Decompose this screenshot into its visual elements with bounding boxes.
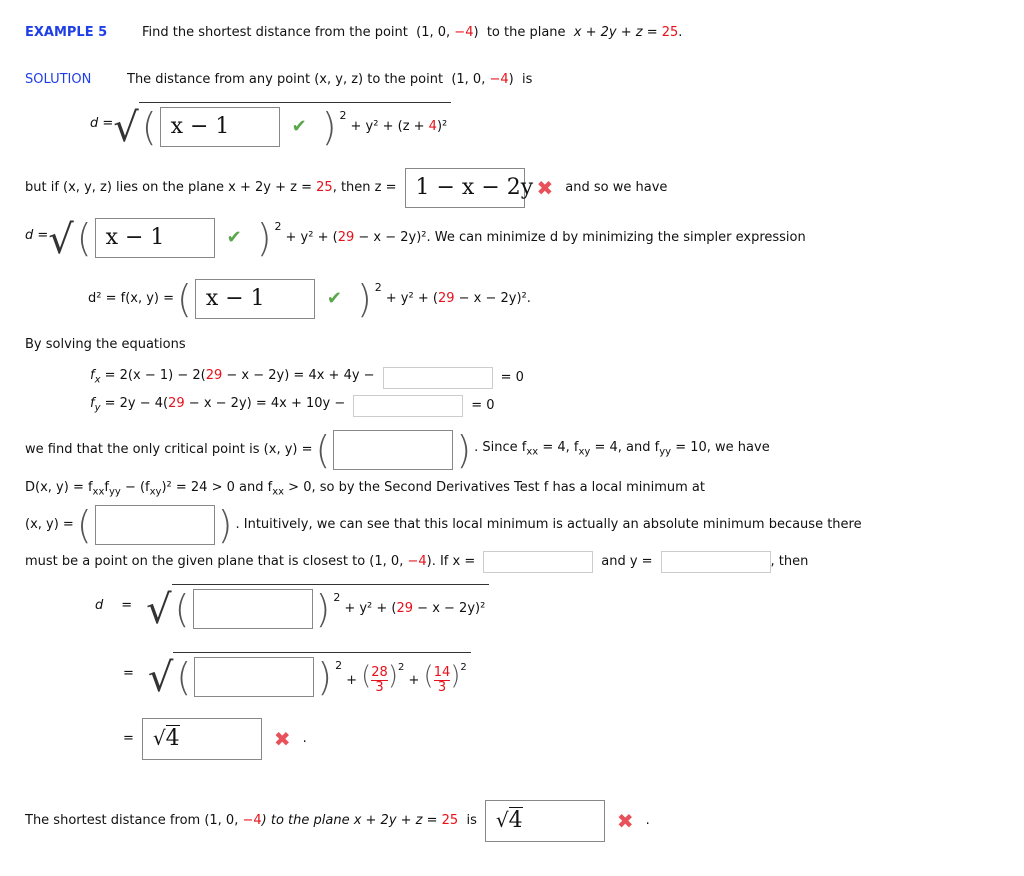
radicand [74,214,810,258]
row6-tail: . Since $f_{xx} = 4$, $f_{xy} = 4$, and $f_{yy} = 10$, we have [474,439,770,458]
d-label: d [95,598,104,613]
sqrt-symbol: √ [147,655,174,701]
paren: ( [177,277,192,321]
paren: ( [141,104,157,149]
row5-text: By solving the equations [25,337,186,352]
paren: ) [456,428,472,472]
fx-equation: $f_x = 2(x - 1) - 2(29 - x - 2y) = 4x + 4y$ − [90,368,375,386]
distance-answer-box[interactable]: √4 [142,718,262,760]
paren: ( [76,216,92,260]
row7 [25,479,705,502]
critical-point-input[interactable] [333,430,453,470]
row8-tail: . Intuitively, we can see that this local minimum is actually an absolute minimum because there [235,517,862,532]
answer-box-3[interactable]: x − 1 [195,279,315,319]
distance-eval-row [95,582,489,633]
row7-text: D(x, $y) = f_{xx}f_{yy} - (f_{xy})^2 = 24 > 0$ and $f_{xx} > 0$, so by the Second Derivatives Test f has a local minimum at [25,480,705,498]
d-label: d = [90,116,114,131]
fy-constant-input[interactable] [353,395,463,417]
critical-point-row [25,430,770,470]
paren: ) [315,586,331,631]
paren: ( [76,503,92,547]
distance-result-row [123,718,307,760]
radicand [139,102,451,147]
fx-constant-input[interactable] [383,367,493,389]
paren: ) [356,277,372,321]
answer-box-1[interactable]: x − 1 [160,107,280,147]
row5 [25,336,186,354]
d-label: d = [25,228,49,243]
exponent: 2 [333,590,341,604]
answer-box-2[interactable]: x − 1 [95,218,215,258]
radicand [173,652,470,697]
xy-row [25,551,808,573]
row3-tail: + y² + (29 − x − 2y)². We can minimize d by minimizing the simpler expression [285,230,806,245]
solution-text: The distance from any point (x, y, z) to the point (1, 0, −4) is [127,72,533,87]
row9-text: must be a point on the given plane that is closest to (1, 0, −4). If x = [25,554,476,569]
example-label: EXAMPLE 5 [25,25,108,40]
radicand [172,584,490,629]
z-answer-box[interactable]: 1 − x − 2y [405,168,525,208]
period: . [302,731,307,746]
answer-box-5[interactable] [194,657,314,697]
paren: ( [174,586,190,631]
wrong-icon: ✖ [616,809,634,833]
equals: = [123,666,134,681]
answer-box-4[interactable] [193,589,313,629]
row11-fractions: + ( $\frac{28}{3}$ )$^2$ + ( $\frac{14}{3}$ )$^2$ [346,660,467,695]
equals: = [121,598,133,613]
then-label: , then [770,554,809,569]
check-icon: ✔ [291,115,307,137]
row2-text: but if (x, y, z) lies on the plane x + 2y + z = 25, then z = [25,180,397,195]
local-min-row [25,505,862,545]
paren: ( [176,654,192,699]
row6-text: we find that the only critical point is (x, y) = [25,442,313,457]
sqrt-symbol: √ [113,105,139,151]
equals: = [123,731,134,746]
row1-tail: + y² + (z + 4)² [350,118,448,134]
solution-row [25,71,532,89]
f-definition-row [88,279,531,319]
exponent: 2 [335,658,343,672]
sqrt-symbol: √ [146,587,172,633]
local-min-input[interactable] [95,505,215,545]
wrong-icon: ✖ [536,176,554,200]
exponent: 2 [374,281,382,294]
y-input[interactable] [661,551,771,573]
exponent: 2 [274,220,282,233]
distance-formula-row [90,100,451,151]
paren: ) [256,216,272,260]
row10-tail: + y² + (29 − x − 2y)² [344,600,486,616]
fy-eq: = 0 [471,398,495,414]
row8-lhs: (x, y) = [25,517,74,532]
f-label: d² = f(x, y) = [88,291,175,306]
header-row [25,24,682,42]
distance-substituted-row [25,212,810,263]
paren: ) [317,654,333,699]
final-row [25,800,650,842]
final-answer-box[interactable]: √4 [485,800,605,842]
paren: ) [321,104,337,149]
fx-eq: = 0 [500,370,524,386]
paren: ( [315,428,331,472]
distance-numeric-row [123,650,471,701]
row2-tail: and so we have [565,180,668,195]
check-icon: ✔ [326,288,342,309]
fy-equation: $f_y = 2y - 4(29 - x - 2y) = 4x + 10y$ − [90,396,346,414]
final-text: The shortest distance from (1, 0, −4) to the plane x + 2y + z = 25 is [25,813,477,828]
period: . [645,813,650,828]
exponent: 2 [339,108,347,122]
fx-row [90,367,524,390]
and-y-label: and y = [601,554,653,569]
row4-tail: + y² + (29 − x − 2y)². [385,291,531,306]
x-input[interactable] [483,551,593,573]
solution-label: SOLUTION [25,72,92,87]
sqrt-symbol: √ [48,217,74,263]
problem-statement: Find the shortest distance from the point (1, 0, −4) to the plane x + 2y + z = 25. [142,25,683,40]
wrong-icon: ✖ [273,727,291,751]
plane-substitution-row [25,168,667,208]
paren: ) [217,503,233,547]
fy-row [90,395,495,418]
check-icon: ✔ [226,227,242,248]
